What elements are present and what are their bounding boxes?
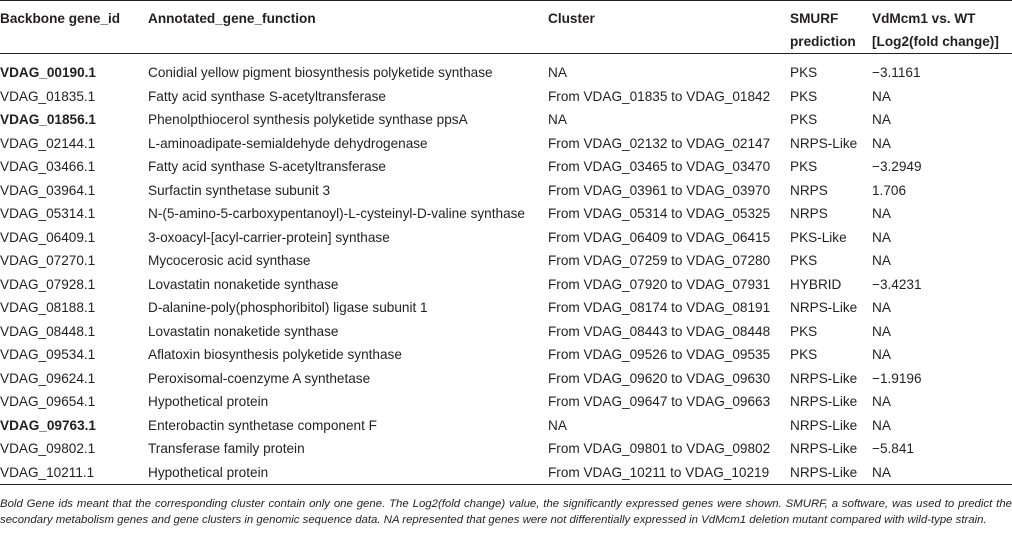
cell-cluster: From VDAG_05314 to VDAG_05325 bbox=[548, 206, 771, 221]
cell-function: Peroxisomal-coenzyme A synthetase bbox=[148, 370, 371, 386]
cell-gene-id: VDAG_10211.1 bbox=[0, 461, 148, 485]
cell-cluster: From VDAG_03465 to VDAG_03470 bbox=[548, 159, 771, 174]
table-row bbox=[0, 320, 1012, 344]
cell-gene-id: VDAG_01835.1 bbox=[0, 88, 96, 104]
cell-function: Hypothetical protein bbox=[148, 461, 548, 485]
cell-cluster: NA bbox=[548, 65, 567, 80]
cell-function: Surfactin synthetase subunit 3 bbox=[148, 182, 331, 198]
cell-log2-fold-change: −5.841 bbox=[872, 441, 914, 456]
table-row bbox=[0, 155, 1012, 179]
cell-function: L-aminoadipate-semialdehyde dehydrogenase bbox=[148, 135, 428, 151]
cell-gene-id: VDAG_02144.1 bbox=[0, 135, 96, 151]
cell-log2-fold-change: −3.2949 bbox=[872, 159, 922, 174]
table-footnote: Bold Gene ids meant that the corresponding cluster contain only one gene. The Log2(fold change) value, the significantly expressed genes were shown. SMURF, a software, was used to predict the secondary metabolism genes and gene clusters in genomic sequence data. NA represented that genes were not differentially expressed in VdMcm1 deletion mutant compared with wild-type strain. bbox=[0, 498, 1012, 526]
cell-cluster: From VDAG_07920 to VDAG_07931 bbox=[548, 276, 771, 292]
cell-cluster: NA bbox=[548, 417, 567, 433]
cell-gene-id: VDAG_09534.1 bbox=[0, 347, 96, 362]
cell-function: Fatty acid synthase S-acetyltransferase bbox=[148, 159, 386, 174]
table-row bbox=[0, 54, 1012, 85]
cell-cluster: From VDAG_09801 to VDAG_09802 bbox=[548, 441, 771, 456]
cell-smurf: PKS-Like bbox=[790, 229, 847, 245]
cell-gene-id: VDAG_01856.1 bbox=[0, 112, 96, 127]
cell-smurf: NRPS-Like bbox=[790, 394, 858, 409]
cell-log2-fold-change: NA bbox=[872, 461, 1012, 485]
cell-cluster: From VDAG_08174 to VDAG_08191 bbox=[548, 300, 771, 315]
cell-smurf: NRPS-Like bbox=[790, 417, 858, 433]
cell-smurf: NRPS bbox=[790, 206, 828, 221]
cell-gene-id: VDAG_05314.1 bbox=[0, 206, 96, 221]
cell-log2-fold-change: NA bbox=[872, 253, 891, 268]
cell-smurf: NRPS-Like bbox=[790, 461, 872, 485]
cell-log2-fold-change: NA bbox=[872, 88, 891, 104]
cell-function: Lovastatin nonaketide synthase bbox=[148, 276, 339, 292]
cell-smurf: PKS bbox=[790, 253, 818, 268]
header-cluster-label: Cluster bbox=[548, 11, 595, 26]
table-row bbox=[0, 437, 1012, 461]
header-backbone-gene-id bbox=[0, 1, 148, 54]
cell-smurf: PKS bbox=[790, 347, 818, 362]
cell-cluster: From VDAG_09620 to VDAG_09630 bbox=[548, 370, 771, 386]
cell-function: Fatty acid synthase S-acetyltransferase bbox=[148, 88, 386, 104]
cell-function: D-alanine-poly(phosphoribitol) ligase subunit 1 bbox=[148, 300, 428, 315]
header-function-label: Annotated_gene_function bbox=[148, 11, 316, 26]
cell-cluster: From VDAG_06409 to VDAG_06415 bbox=[548, 229, 771, 245]
cell-function: Conidial yellow pigment biosynthesis polyketide synthase bbox=[148, 65, 493, 80]
cell-function: 3-oxoacyl-[acyl-carrier-protein] synthase bbox=[148, 229, 390, 245]
cell-smurf: HYBRID bbox=[790, 276, 842, 292]
cell-log2-fold-change: NA bbox=[872, 300, 891, 315]
header-smurf-line2: prediction bbox=[790, 34, 856, 49]
cell-log2-fold-change: NA bbox=[872, 417, 891, 433]
cell-cluster: From VDAG_08443 to VDAG_08448 bbox=[548, 323, 771, 339]
cell-gene-id: VDAG_09654.1 bbox=[0, 394, 96, 409]
cell-cluster: From VDAG_02132 to VDAG_02147 bbox=[548, 135, 771, 151]
table-row bbox=[0, 202, 1012, 226]
table-row bbox=[0, 132, 1012, 156]
cell-log2-fold-change: −1.9196 bbox=[872, 370, 922, 386]
cell-smurf: NRPS-Like bbox=[790, 135, 858, 151]
cell-log2-fold-change: NA bbox=[872, 394, 891, 409]
cell-function: Enterobactin synthetase component F bbox=[148, 417, 377, 433]
table-row bbox=[0, 226, 1012, 250]
cell-gene-id: VDAG_03466.1 bbox=[0, 159, 96, 174]
header-backbone-label: Backbone gene_id bbox=[0, 11, 121, 26]
table-row bbox=[0, 108, 1012, 132]
cell-gene-id: VDAG_09802.1 bbox=[0, 441, 96, 456]
header-log2-fold-change bbox=[872, 1, 1012, 54]
table-row bbox=[0, 343, 1012, 367]
cell-log2-fold-change: NA bbox=[872, 323, 891, 339]
cell-cluster: From VDAG_09526 to VDAG_09535 bbox=[548, 347, 771, 362]
header-vd-line1: VdMcm1 vs. WT bbox=[872, 11, 976, 26]
cell-gene-id: VDAG_07270.1 bbox=[0, 253, 96, 268]
cell-smurf: NRPS-Like bbox=[790, 300, 858, 315]
cell-cluster: NA bbox=[548, 112, 567, 127]
cell-cluster: From VDAG_10211 to VDAG_10219 bbox=[548, 461, 790, 485]
cell-log2-fold-change: NA bbox=[872, 206, 891, 221]
header-smurf-prediction bbox=[790, 1, 872, 54]
header-row bbox=[0, 1, 1012, 54]
cell-smurf: PKS bbox=[790, 323, 818, 339]
cell-log2-fold-change: NA bbox=[872, 112, 891, 127]
header-annotated-function bbox=[148, 1, 548, 54]
table-header bbox=[0, 1, 1012, 54]
cell-log2-fold-change: −3.1161 bbox=[872, 65, 921, 80]
cell-gene-id: VDAG_09763.1 bbox=[0, 417, 96, 433]
table-row bbox=[0, 85, 1012, 109]
cell-smurf: PKS bbox=[790, 88, 818, 104]
cell-gene-id: VDAG_06409.1 bbox=[0, 229, 96, 245]
table-body bbox=[0, 54, 1012, 485]
cell-log2-fold-change: NA bbox=[872, 347, 891, 362]
header-cluster bbox=[548, 1, 790, 54]
cell-function: N-(5-amino-5-carboxypentanoyl)-L-cysteinyl-D-valine synthase bbox=[148, 206, 525, 221]
cell-smurf: NRPS bbox=[790, 182, 828, 198]
cell-smurf: NRPS-Like bbox=[790, 370, 858, 386]
cell-gene-id: VDAG_00190.1 bbox=[0, 65, 96, 80]
cell-gene-id: VDAG_07928.1 bbox=[0, 276, 96, 292]
cell-function: Mycocerosic acid synthase bbox=[148, 253, 311, 268]
cell-gene-id: VDAG_08448.1 bbox=[0, 323, 96, 339]
cell-cluster: From VDAG_01835 to VDAG_01842 bbox=[548, 88, 771, 104]
table-row bbox=[0, 414, 1012, 438]
table-row bbox=[0, 249, 1012, 273]
cell-function: Phenolpthiocerol synthesis polyketide synthase ppsA bbox=[148, 112, 468, 127]
cell-log2-fold-change: 1.706 bbox=[872, 182, 907, 198]
cell-log2-fold-change: NA bbox=[872, 135, 891, 151]
table-row bbox=[0, 461, 1012, 485]
cell-smurf: PKS bbox=[790, 112, 818, 127]
cell-gene-id: VDAG_09624.1 bbox=[0, 370, 96, 386]
cell-function: Transferase family protein bbox=[148, 441, 305, 456]
header-vd-line2: [Log2(fold change)] bbox=[872, 34, 999, 49]
table-row bbox=[0, 273, 1012, 297]
table-row bbox=[0, 179, 1012, 203]
cell-cluster: From VDAG_03961 to VDAG_03970 bbox=[548, 182, 771, 198]
cell-smurf: NRPS-Like bbox=[790, 441, 858, 456]
cell-smurf: PKS bbox=[790, 159, 818, 174]
cell-cluster: From VDAG_09647 to VDAG_09663 bbox=[548, 394, 771, 409]
cell-function: Aflatoxin biosynthesis polyketide synthase bbox=[148, 347, 402, 362]
cell-function: Lovastatin nonaketide synthase bbox=[148, 323, 339, 339]
header-smurf-line1: SMURF bbox=[790, 11, 839, 26]
cell-gene-id: VDAG_03964.1 bbox=[0, 182, 96, 198]
cell-function: Hypothetical protein bbox=[148, 394, 269, 409]
table-row bbox=[0, 367, 1012, 391]
cell-cluster: From VDAG_07259 to VDAG_07280 bbox=[548, 253, 771, 268]
cell-smurf: PKS bbox=[790, 65, 818, 80]
cell-log2-fold-change: NA bbox=[872, 229, 891, 245]
table-row bbox=[0, 296, 1012, 320]
cell-gene-id: VDAG_08188.1 bbox=[0, 300, 96, 315]
table-row bbox=[0, 390, 1012, 414]
cell-log2-fold-change: −3.4231 bbox=[872, 276, 922, 292]
